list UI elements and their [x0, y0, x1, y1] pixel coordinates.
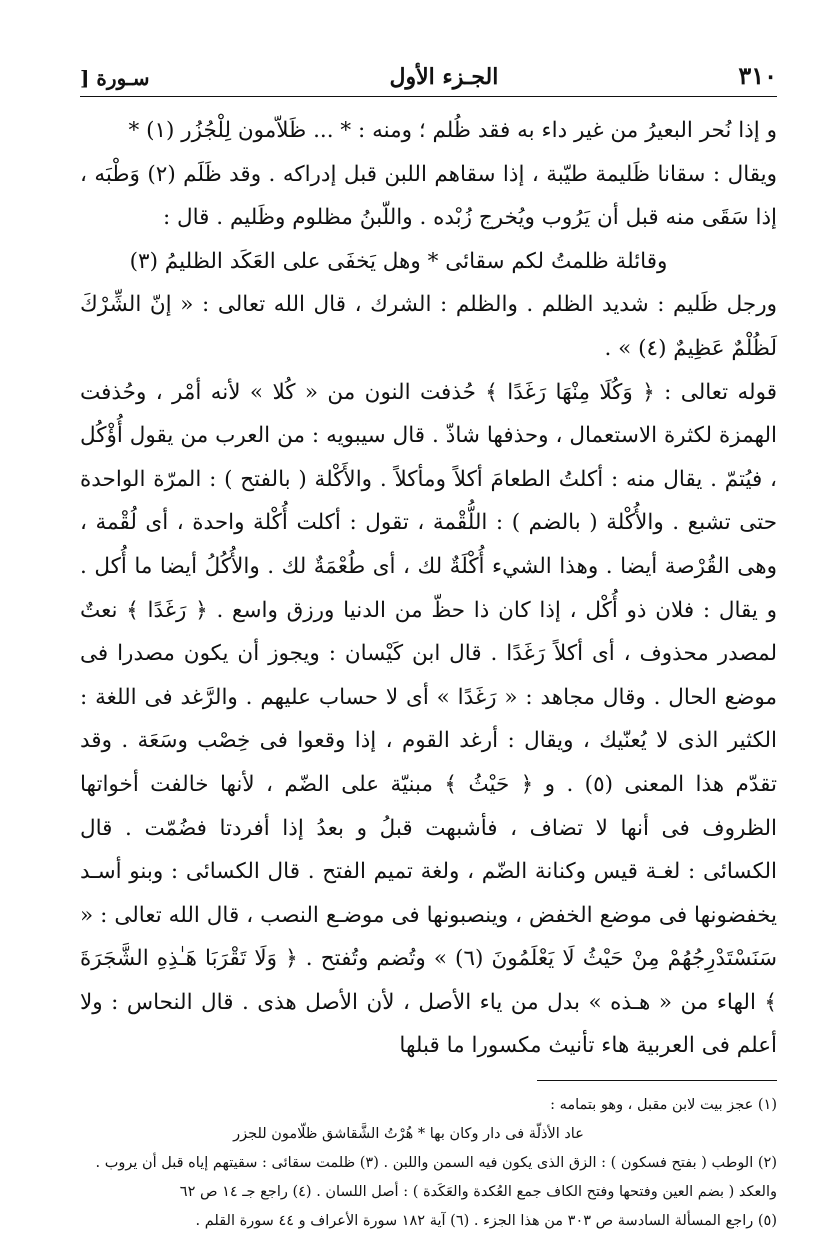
paragraph-3: ورجل ظَليم : شديد الظلم . والظلم : الشرك ، قال الله تعالى : « إنّ الشِّرْكَ لَظُلْمٌ عَظِيمٌ (٤) » .: [80, 292, 777, 361]
paragraph-2: ويقال : سقانا ظَليمة طيّبة ، إذا سقاهم اللبن قبل إدراكه . وقد ظَلَم (٢) وَطْبَه ، إذا سَقَى منه قبل أن يَرُوب ويُخرج زُبْده . واللّبنُ مظلوم وظَليم . قال :: [80, 161, 777, 231]
paragraph-1: و إذا نُحر البعيرُ من غير داء به فقد ظُلم ؛ ومنه : * ... ظَلاّمون لِلْجُزُر (١) *: [128, 118, 777, 143]
footnote-5-6: (٥) راجع المسألة السادسة ص ٣٠٣ من هذا الجزء . (٦) آية ١٨٢ سورة الأعراف و ٤٤ سورة القلم .: [195, 1213, 777, 1230]
page-number: ٣١٠: [738, 61, 777, 90]
footnote-1-verse: عاد الأذلّة فى دار وكان بها * هُرْتُ الشَّقاشق ظلّامون للجزر: [233, 1126, 584, 1143]
footnotes: [80, 1091, 777, 1236]
main-text: [80, 109, 777, 1068]
footnote-2-4: (٢) الوطب ( بفتح فسكون ) : الزق الذى يكون فيه السمن واللبن . (٣) ظلمت سقائى : سقيتهم إياه قبل أن يروب . والعكد ( بضم العين وفتحها وفتح الكاف جمع العُكدة والعَكَدة ) : أصل اللسان . (٤) راجع جـ ١٤ ص ٦٢: [95, 1155, 777, 1201]
paragraph-4: قوله تعالى : ﴿ وَكُلَا مِنْهَا رَغَدًا ﴾ حُذفت النون من « كُلا » لأنه أمْر ، وحُذفت الهمزة لكثرة الاستعمال ، وحذفها شاذّ . قال سيبويه : من العرب من يقول أُؤْكُل ، فيُتمّ . يقال منه : أكلتُ الطعامَ أكلاً ومأكلاً . والأَكْلة ( بالفتح ) : المرّة الواحدة حتى تشبع . والأُكْلة ( بالضم ) : اللُّقْمة ، تقول : أكلت أُكْلة واحدة ، أى لُقْمة ، وهى القُرْصة أيضا . وهذا الشيء أُكْلَةٌ لك ، أى طُعْمَةٌ لك . والأُكُلُ أيضا ما أُكل . و يقال : فلان ذو أُكْل ، إذا كان ذا حظّ من الدنيا ورزق واسع . ﴿ رَغَدًا ﴾ نعتٌ لمصدر محذوف ، أى أكلاً رَغَدًا . قال ابن كَيْسان : ويجوز أن يكون مصدرا فى موضع الحال . وقال مجاهد : « رَغَدًا » أى لا حساب عليهم . والرَّغد فى اللغة : الكثير الذى لا يُعنّيك ، ويقال : أرغد القوم ، إذا وقعوا فى خِصْب وسَعَة . وقد تقدّم هذا المعنى (٥) . و ﴿ حَيْثُ ﴾ مبنيّة على الضّم ، لأنها خالفت أخواتها الظروف فى أنها لا تضاف ، فأشبهت قبلُ و بعدُ إذا أفردتا فضُمّت . قال الكسائى : لغـة قيس وكنانة الضّم ، ولغة تميم الفتح . قال الكسائى : وبنو أسـد يخفضونها فى موضع الخفض ، وينصبونها فى موضـع النصب ، قال الله تعالى : « سَنَسْتَدْرِجُهُمْ مِنْ حَيْثُ لَا يَعْلَمُونَ (٦) » وتُضم وتُفتح . ﴿ وَلَا تَقْرَبَا هَـٰذِهِ الشَّجَرَةَ ﴾ الهاء من « هـذه » بدل من ياء الأصل ، لأن الأصل هذى . قال النحاس : ولا أعلم فى العربية هاء تأنيث مكسورا ما قبلها: [80, 379, 777, 1059]
poetry-verse: وقائلة ظلمتُ لكم سقائى * وهل يَخفَى على العَكَد الظليمُ (٣): [129, 248, 668, 274]
footnote-rule: [537, 1080, 777, 1081]
surah-label: سـورة [: [80, 66, 150, 90]
header-rule: [80, 96, 777, 97]
footnote-1: (١) عجز بيت لابن مقبل ، وهو بتمامه :: [550, 1097, 777, 1114]
running-title: الجـزء الأول: [389, 64, 499, 90]
page-header: [80, 44, 777, 96]
